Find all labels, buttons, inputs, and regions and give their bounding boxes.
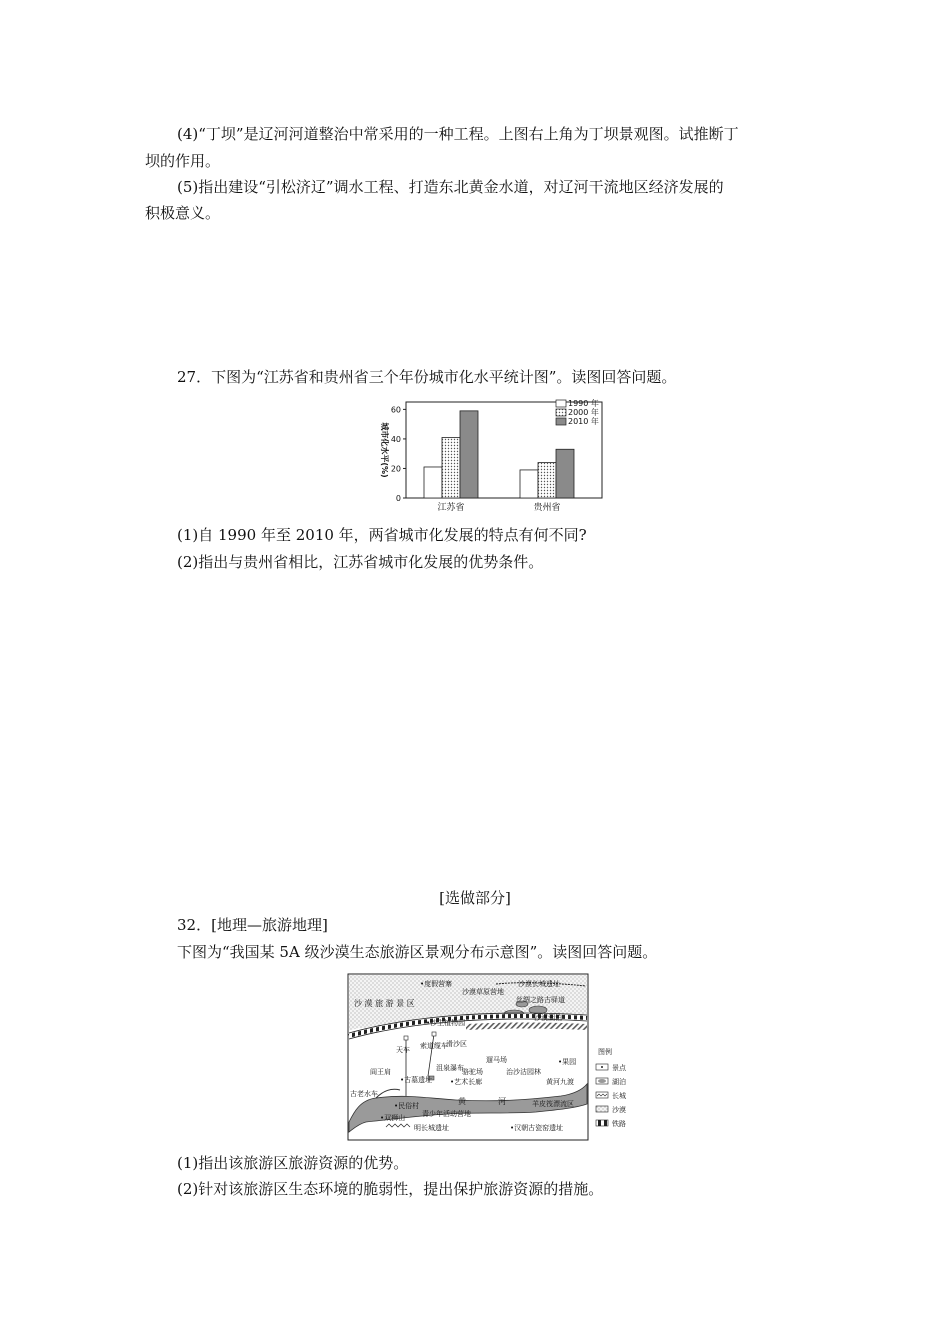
tian-che-top	[404, 1036, 408, 1040]
label-art-gallery: •艺术长廊	[450, 1078, 483, 1086]
label-camel-field: 骆驼场	[462, 1068, 483, 1076]
label-ming-wall: 明长城遗址	[414, 1124, 449, 1132]
legend-spot: 景点	[612, 1064, 626, 1072]
legend-swatch-2	[556, 418, 566, 425]
legend-symbol-rail	[596, 1120, 608, 1126]
bar-1-1	[538, 463, 556, 498]
urbanization-bar-chart	[372, 396, 608, 518]
y-tick-label-0: 0	[395, 494, 401, 503]
legend-wall: 长城	[612, 1092, 626, 1100]
label-orchard: •果园	[558, 1058, 577, 1066]
y-tick-label-2: 40	[390, 434, 401, 444]
chart-ylabel: 城市化水平(%)	[380, 422, 389, 478]
bar-1-2	[556, 449, 574, 498]
q26-part4-line2: 坝的作用。	[145, 152, 221, 170]
q27-stem: 27．下图为“江苏省和贵州省三个年份城市化水平统计图”。读图回答问题。	[177, 368, 677, 386]
legend-label-1: 2000 年	[568, 408, 599, 417]
q26-part5-line1: (5)指出建设“引松济辽”调水工程、打造东北黄金水道，对辽河干流地区经济发展的	[177, 178, 724, 196]
label-ancient-waterwheel: 古老水车	[350, 1090, 378, 1098]
label-shuangshi: •双狮山	[380, 1114, 406, 1122]
bar-1-0	[520, 470, 538, 498]
label-youth-camp: 青少年活动营地	[422, 1110, 471, 1118]
label-lake-waterfall: 沮泉瀑布	[436, 1064, 464, 1072]
q32-title: 32．[地理—旅游地理]	[177, 916, 328, 934]
chart-y-ticks	[391, 405, 406, 503]
bar-0-0	[424, 467, 442, 498]
bar-0-1	[442, 437, 460, 498]
label-great-wall-site: 沙漠长城遗址	[518, 980, 560, 988]
label-slide: 滑沙区	[446, 1040, 467, 1048]
cable-top	[432, 1032, 436, 1036]
legend-lake: 湖泊	[612, 1078, 626, 1086]
chart-legend	[556, 398, 599, 426]
chart-bars	[424, 411, 574, 498]
q32-sub2: (2)针对该旅游区生态环境的脆弱性，提出保护旅游资源的措施。	[177, 1180, 604, 1198]
legend-rail: 铁路	[612, 1120, 626, 1128]
label-yellow-river-crossing: 黄河九渡	[546, 1078, 574, 1086]
bar-0-2	[460, 411, 478, 498]
chart-categories	[437, 501, 560, 513]
label-river: 河	[498, 1097, 506, 1106]
label-resort: •度假营寨	[420, 980, 453, 988]
q26-part5-line2: 积极意义。	[145, 204, 221, 222]
y-tick-label-3: 60	[390, 405, 401, 415]
q27-sub2: (2)指出与贵州省相比，江苏省城市化发展的优势条件。	[177, 553, 544, 571]
label-sand-forest: 治沙沽园林	[506, 1068, 541, 1076]
label-horse-field: 遛马场	[486, 1056, 507, 1064]
x-category-1: 贵州省	[533, 503, 561, 513]
desert-tourism-map	[346, 972, 636, 1144]
label-han-kiln: •汉朝古瓷窑遗址	[510, 1124, 564, 1132]
legend-swatch-0	[556, 400, 566, 407]
label-scenic-area: 沙 漠 旅 游 景 区	[354, 999, 415, 1008]
legend-label-0: 1990 年	[568, 399, 599, 408]
label-desert-lake: 沙漠湖泊	[534, 1014, 562, 1022]
q26-part4-line1: (4)“丁坝”是辽河河道整治中常采用的一种工程。上图右上角为丁坝景观图。试推断丁	[177, 125, 739, 143]
legend-swatch-1	[556, 409, 566, 416]
label-silk-road: 丝绸之路古驿道	[516, 996, 565, 1004]
label-meadow-camp: 沙漠草原营地	[462, 988, 504, 996]
label-yellow: 黄	[458, 1097, 466, 1106]
q27-sub1: (1)自 1990 年至 2010 年，两省城市化发展的特点有何不同?	[177, 526, 587, 544]
label-botanical: •沙生植物园	[426, 1019, 466, 1027]
y-tick-label-1: 20	[390, 464, 401, 474]
label-tomb-site: •古墓遗址	[400, 1076, 433, 1084]
legend-label-2: 2010 年	[568, 417, 599, 426]
x-category-0: 江苏省	[437, 503, 465, 513]
q32-sub1: (1)指出该旅游区旅游资源的优势。	[177, 1154, 409, 1172]
legend-title: 图例	[598, 1048, 612, 1056]
map-legend	[596, 1047, 627, 1128]
legend-desert: 沙漠	[612, 1106, 626, 1114]
label-tian-che: 天车	[396, 1046, 410, 1054]
legend-symbol-desert	[596, 1106, 608, 1112]
label-folk-village: •民俗村	[394, 1102, 420, 1110]
label-raft: 羊皮筏漂流区	[532, 1100, 574, 1108]
section-title: [选做部分]	[439, 889, 511, 907]
q32-stem: 下图为“我国某 5A 级沙漠生态旅游区景观分布示意图”。读图回答问题。	[177, 943, 658, 961]
label-cable-car: 索道缆车	[420, 1042, 448, 1050]
label-yanwang: 阎王肩	[370, 1068, 391, 1076]
